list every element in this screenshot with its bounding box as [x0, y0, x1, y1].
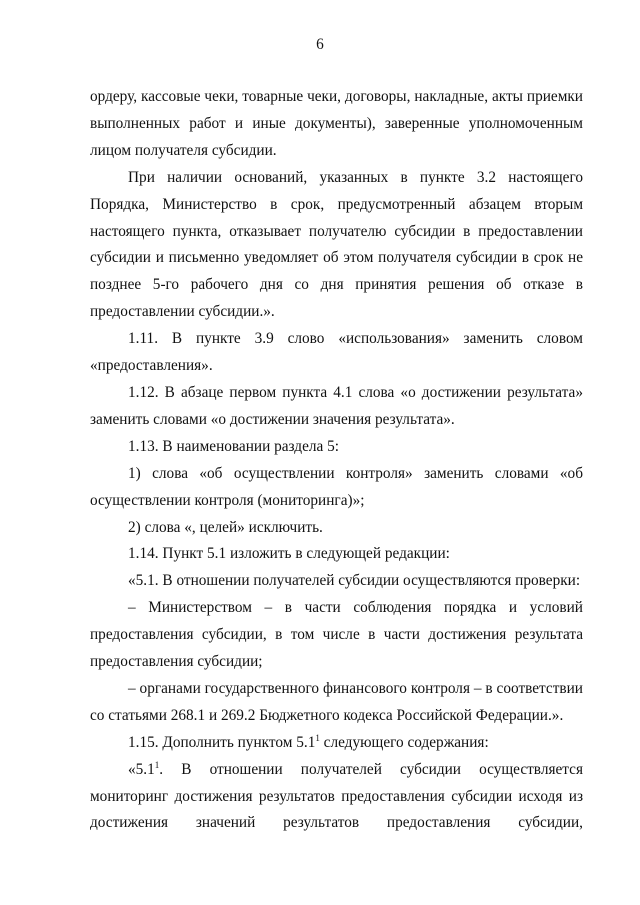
paragraph-1-13-item-1: 1) слова «об осуществлении контроля» заменить словами «об осуществлении контроля (мониторинга)»;	[90, 464, 583, 509]
document-body	[90, 84, 583, 837]
paragraph-5-1: «5.1. В отношении получателей субсидии осуществляются проверки:	[128, 572, 581, 590]
paragraph-1-15-text-end: следующего содержания:	[319, 733, 489, 751]
paragraph-5-1-item-ministry: – Министерством – в части соблюдения порядка и условий предоставления субсидии, в том числе в части достижения результата предоставления субсидии;	[90, 599, 583, 671]
paragraph-1-15-text: 1.15. Дополнить пунктом 5.1	[128, 733, 316, 751]
paragraph-5-1-item-control-bodies: – органами государственного финансового контроля – в соответствии со статьями 268.1 и 269.2 Бюджетного кодекса Российской Федерации.».	[90, 679, 583, 724]
paragraph-5-1-1-text: . В отношении получателей субсидии осуществляется мониторинг достижения результатов предоставления субсидии исходя из достижения значений результатов предоставления субсидии,	[90, 760, 583, 832]
paragraph-1-11: 1.11. В пункте 3.9 слово «использования» заменить словом «предоставления».	[90, 330, 583, 375]
paragraph-1-13: 1.13. В наименовании раздела 5:	[128, 437, 340, 455]
paragraph-1-12: 1.12. В абзаце первом пункта 4.1 слова «о достижении результата» заменить словами «о достижении значения результата».	[90, 383, 583, 428]
paragraph-continuation: ордеру, кассовые чеки, товарные чеки, договоры, накладные, акты приемки выполненных работ и иные документы), заверенные уполномоченным лицом получателя субсидии.	[90, 88, 583, 159]
superscript: 1	[154, 759, 160, 770]
page-number: 6	[316, 36, 324, 53]
paragraph-5-1-1-number: «5.1	[128, 760, 155, 778]
paragraph-5-1-1	[90, 757, 583, 838]
paragraph-1-14: 1.14. Пункт 5.1 изложить в следующей редакции:	[128, 545, 450, 563]
paragraph-1-15	[90, 730, 583, 757]
superscript: 1	[315, 732, 320, 743]
paragraph-1-13-item-2: 2) слова «, целей» исключить.	[128, 518, 323, 536]
paragraph-refusal-grounds: При наличии оснований, указанных в пункте 3.2 настоящего Порядка, Министерство в срок, предусмотренный абзацем вторым настоящего пункта, отказывает получателю субсидии в предоставлении субсидии и письменно уведомляет об этом получателя субсидии в срок не позднее 5-го рабочего дня со дня принятия решения об отказе в предоставлении субсидии.».	[90, 168, 583, 321]
